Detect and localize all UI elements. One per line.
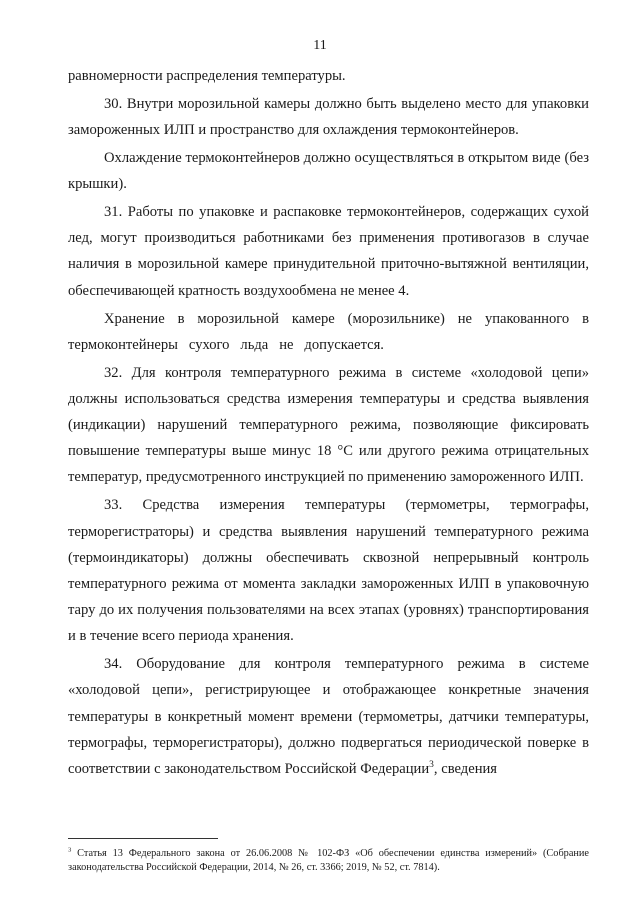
paragraph-34-tail: , сведения (433, 761, 498, 778)
paragraph-31: 31. Работы по упаковке и распаковке термоконтейнеров, содержащих сухой лед, могут производиться работниками без применения противогазов в случае наличия в морозильной камере принудительной приточно-вытяжной вентиляции, обеспечивающей кратность воздухообмена не менее 4. (68, 204, 589, 299)
document-body (68, 63, 589, 782)
paragraph-30-cooling: Охлаждение термоконтейнеров должно осуществляться в открытом виде (без крышки). (68, 149, 589, 193)
footnote-divider (68, 838, 218, 839)
footnote-reference[interactable]: 3 (429, 760, 434, 771)
paragraph-34 (68, 651, 589, 782)
footnote-text: Статья 13 Федерального закона от 26.06.2008 № 102-ФЗ «Об обеспечении единства измерений» (Собрание законодательства Российской Федерации, 2014, № 26, ст. 3366; 2019, № 52, ст. 7814). (68, 848, 589, 873)
footnote-marker: 3 (68, 846, 72, 854)
footnote (68, 847, 589, 875)
paragraph-30: 30. Внутри морозильной камеры должно быть выделено место для упаковки замороженных ИЛП и пространство для охлаждения термоконтейнеров. (68, 95, 589, 139)
paragraph-continuation: равномерности распределения температуры. (68, 68, 346, 84)
page-number: 11 (313, 38, 327, 53)
paragraph-34-text: 34. Оборудование для контроля температурного режима в системе «холодовой цепи», регистрирующее и отображающее конкретные значения температуры в конкретный момент времени (термометры, датчики температуры, термографы, терморегистраторы), должно подвергаться периодической поверке в соответствии с законодательством Российской Федерации (68, 656, 589, 778)
paragraph-33: 33. Средства измерения температуры (термометры, термографы, терморегистраторы) и средства выявления нарушений температурного режима (термоиндикаторы) должны обеспечивать сквозной непрерывный контроль температурного режима от момента закладки замороженных ИЛП в упаковочную тару до их получения пользователями на всех этапах (уровнях) транспортирования и в течение всего периода хранения. (68, 497, 589, 645)
paragraph-32: 32. Для контроля температурного режима в системе «холодовой цепи» должны использоваться средства измерения температуры и средства выявления (индикации) нарушений температурного режима, позволяющие фиксировать повышение температуры выше минус 18 °С или другого режима отрицательных температур, предусмотренного инструкцией по применению замороженного ИЛП. (68, 364, 589, 486)
paragraph-31-storage: Хранение в морозильной камере (морозильнике) не упакованного в термоконтейнеры сухого льда не допускается. (68, 310, 589, 353)
